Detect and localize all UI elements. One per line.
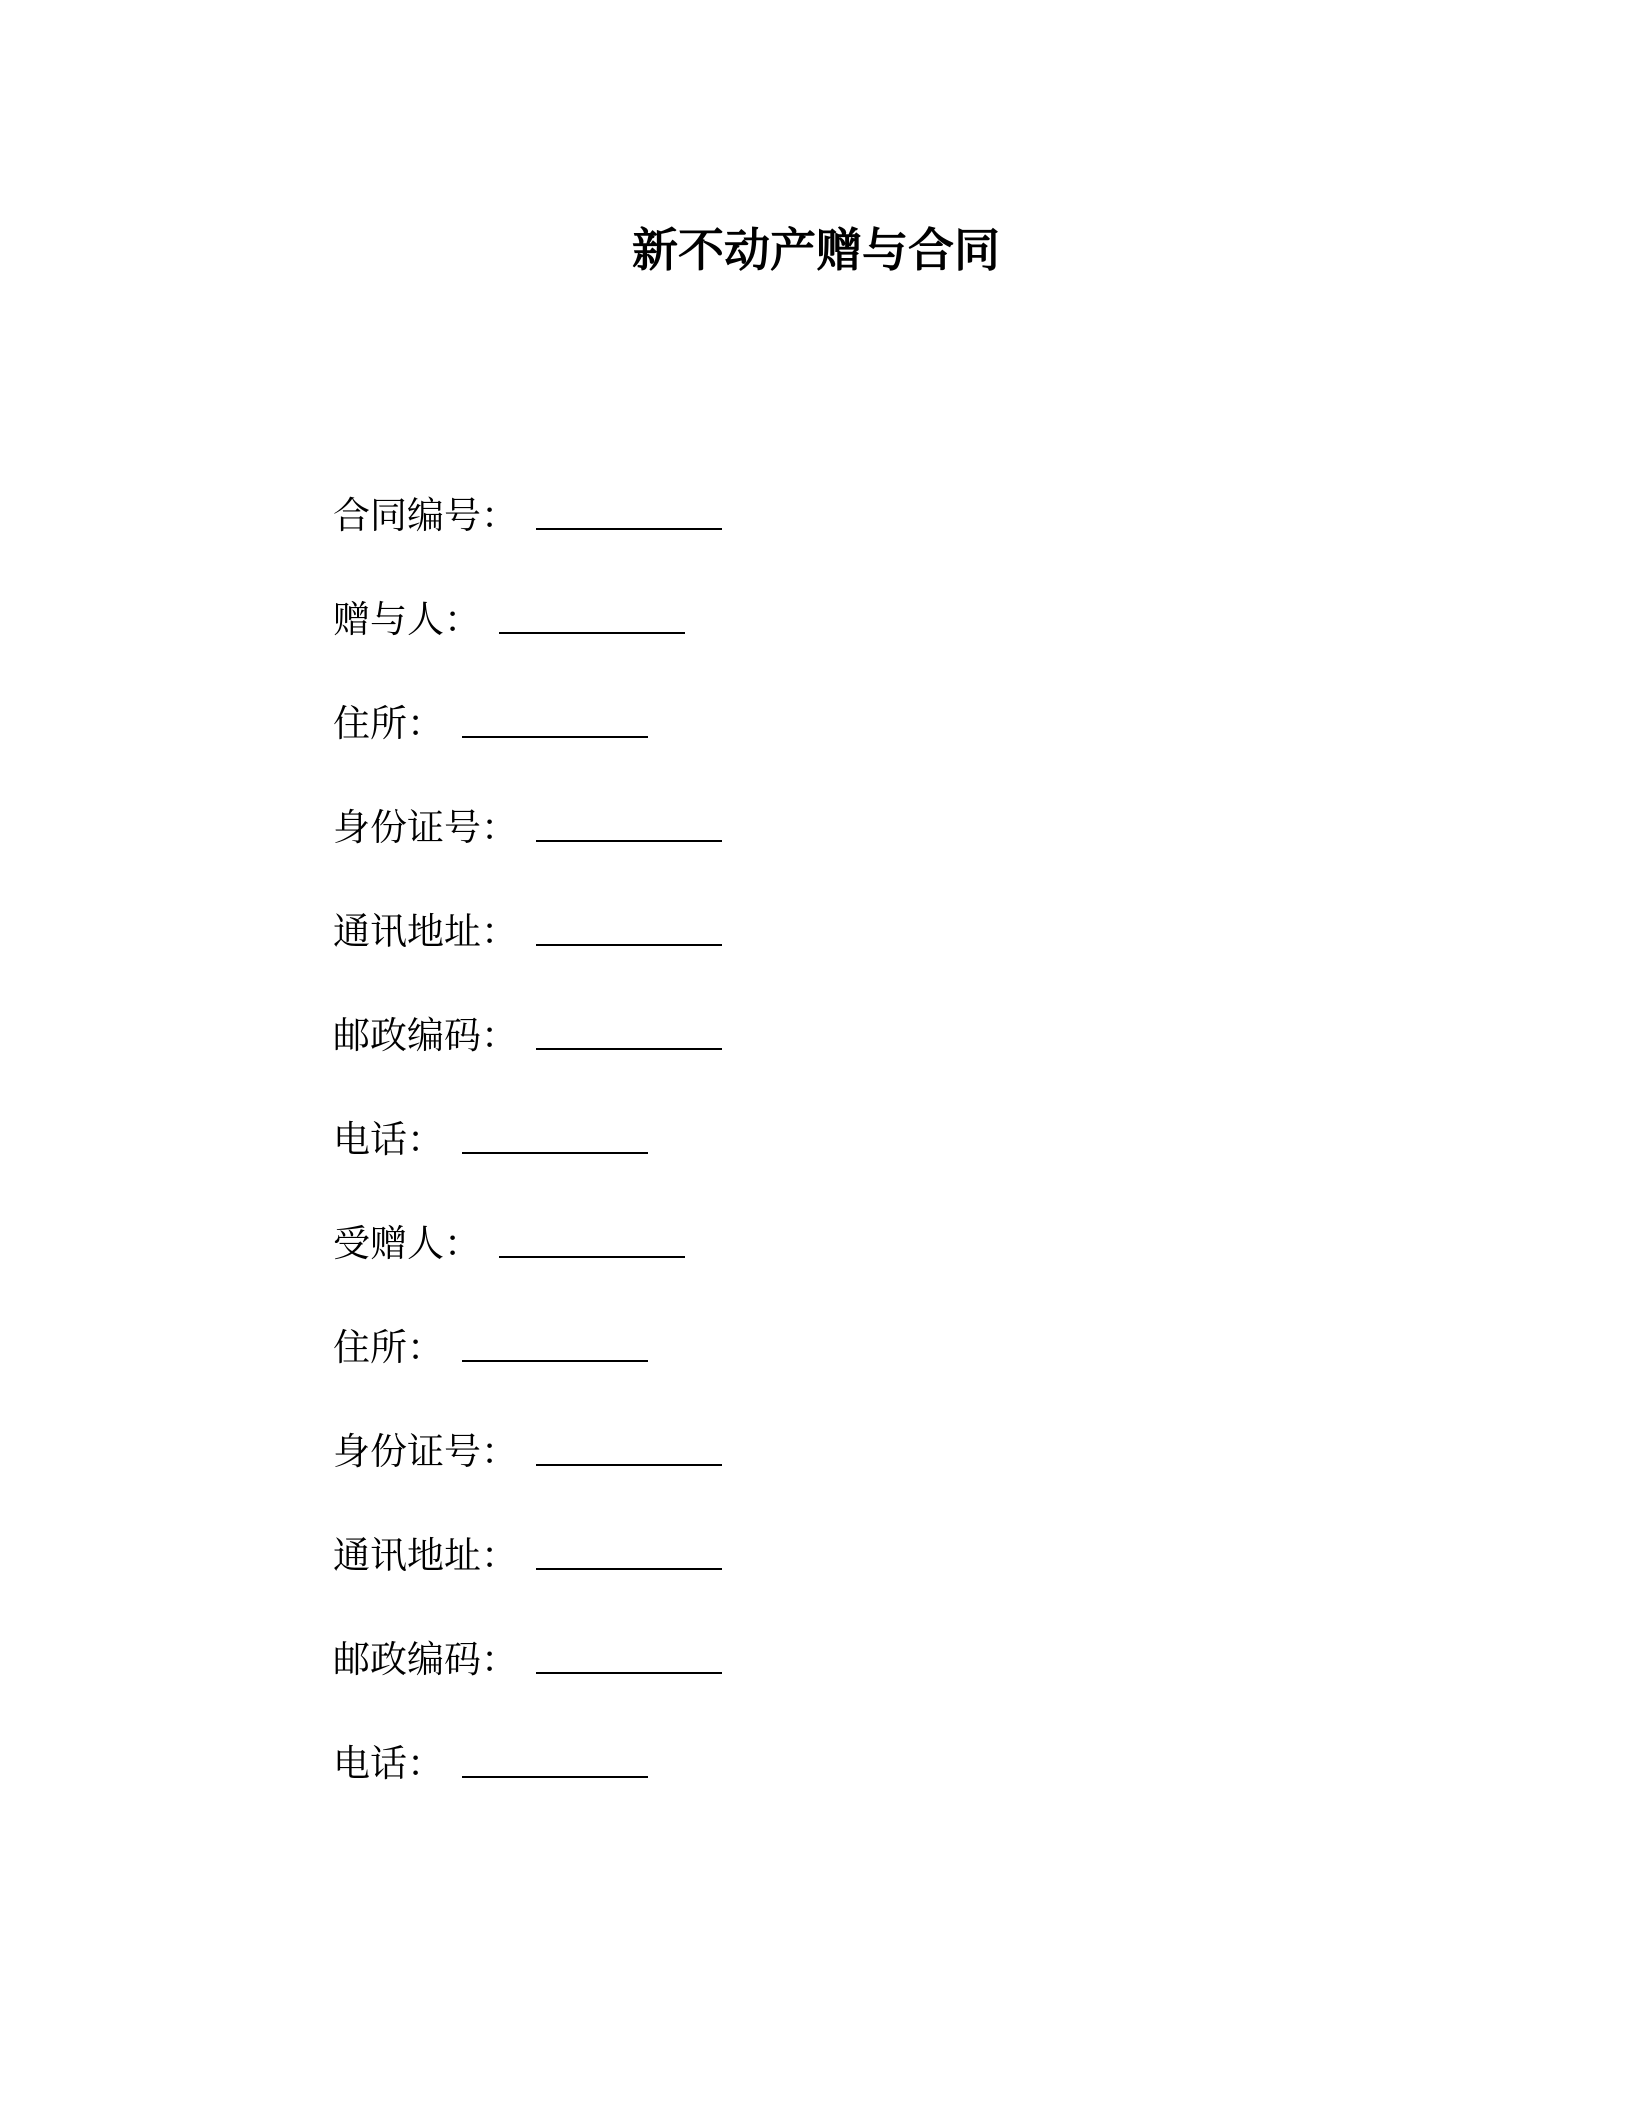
field-label: 通讯地址	[333, 910, 481, 953]
field-colon: ：	[407, 1118, 444, 1161]
field-blank-line[interactable]	[462, 1322, 648, 1362]
field-donee-mailing-address	[333, 1530, 1333, 1634]
field-label: 电话	[333, 1742, 407, 1785]
field-label: 身份证号	[333, 1430, 481, 1473]
field-colon: ：	[481, 1430, 518, 1473]
field-colon: ：	[481, 806, 518, 849]
field-blank-line[interactable]	[536, 906, 722, 946]
field-label: 邮政编码	[333, 1638, 481, 1681]
field-donee-residence	[333, 1322, 1333, 1426]
field-colon: ：	[481, 1534, 518, 1577]
field-blank-line[interactable]	[536, 1426, 722, 1466]
field-blank-line[interactable]	[462, 1114, 648, 1154]
field-label: 电话	[333, 1118, 407, 1161]
field-label: 身份证号	[333, 806, 481, 849]
field-blank-line[interactable]	[536, 802, 722, 842]
field-colon: ：	[407, 702, 444, 745]
field-colon: ：	[407, 1742, 444, 1785]
field-colon: ：	[407, 1326, 444, 1369]
field-contract-number	[333, 490, 1333, 594]
field-colon: ：	[481, 494, 518, 537]
field-blank-line[interactable]	[536, 1010, 722, 1050]
field-donee-postal-code	[333, 1634, 1333, 1738]
field-label: 合同编号	[333, 494, 481, 537]
field-label: 赠与人	[333, 598, 444, 641]
field-blank-line[interactable]	[499, 1218, 685, 1258]
field-donor-mailing-address	[333, 906, 1333, 1010]
field-label: 通讯地址	[333, 1534, 481, 1577]
field-colon: ：	[481, 1638, 518, 1681]
field-label: 受赠人	[333, 1222, 444, 1265]
field-colon: ：	[481, 1014, 518, 1057]
field-colon: ：	[444, 1222, 481, 1265]
field-donee	[333, 1218, 1333, 1322]
field-donor-id-number	[333, 802, 1333, 906]
field-donee-id-number	[333, 1426, 1333, 1530]
field-blank-line[interactable]	[462, 698, 648, 738]
field-label: 住所	[333, 1326, 407, 1369]
field-donor-phone	[333, 1114, 1333, 1218]
field-blank-line[interactable]	[536, 1530, 722, 1570]
field-colon: ：	[444, 598, 481, 641]
field-blank-line[interactable]	[499, 594, 685, 634]
field-donee-phone	[333, 1738, 1333, 1842]
field-donor-postal-code	[333, 1010, 1333, 1114]
field-colon: ：	[481, 910, 518, 953]
field-label: 住所	[333, 702, 407, 745]
field-label: 邮政编码	[333, 1014, 481, 1057]
contract-fields	[333, 490, 1333, 1842]
document-title: 新不动产赠与合同	[632, 223, 1000, 277]
field-donor	[333, 594, 1333, 698]
field-blank-line[interactable]	[536, 490, 722, 530]
field-blank-line[interactable]	[536, 1634, 722, 1674]
field-blank-line[interactable]	[462, 1738, 648, 1778]
field-donor-residence	[333, 698, 1333, 802]
